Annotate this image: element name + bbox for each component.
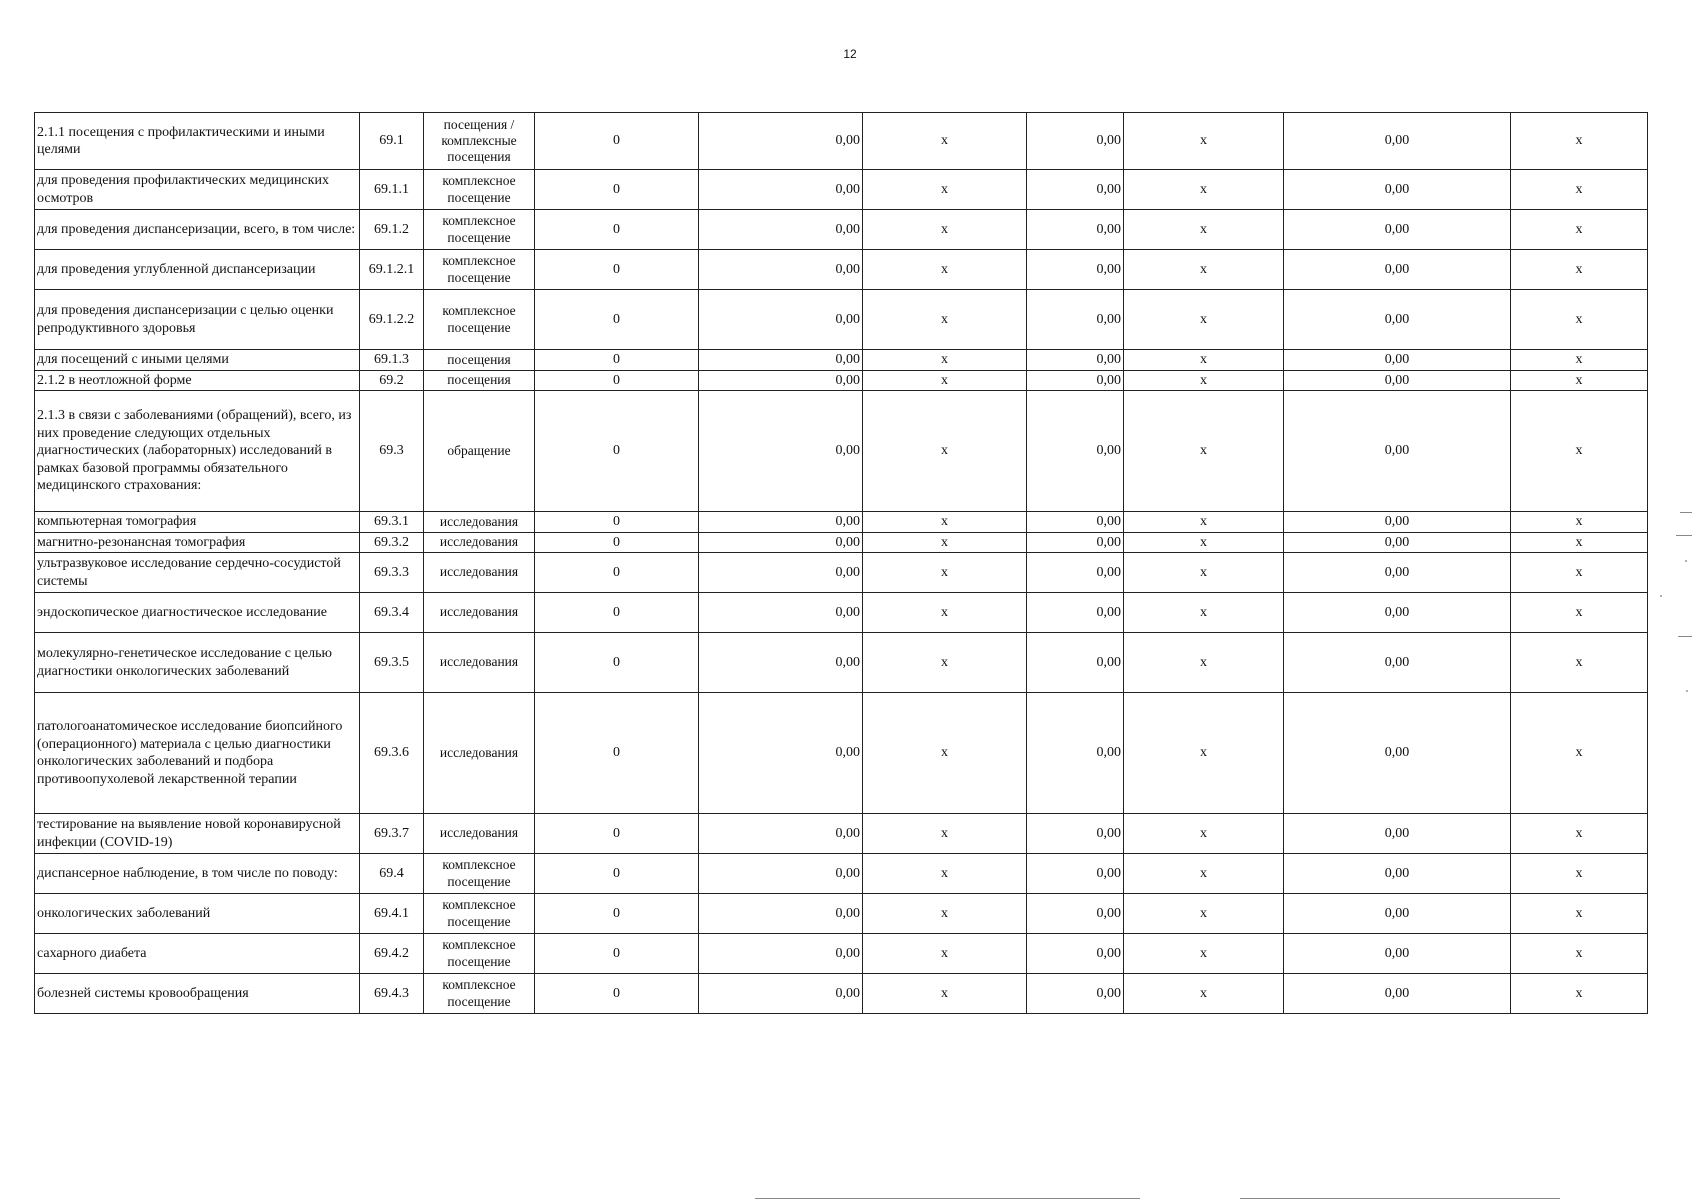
row-unit: комплексное посещение xyxy=(424,854,535,894)
row-number: 69.1.1 xyxy=(360,170,424,210)
row-count: 0 xyxy=(535,974,699,1014)
row-x-2: х xyxy=(1124,250,1284,290)
row-x-1: х xyxy=(863,553,1027,593)
row-name: 2.1.2 в неотложной форме xyxy=(35,370,360,391)
table-row xyxy=(35,854,1648,894)
row-x-1: х xyxy=(863,633,1027,693)
row-value-3: 0,00 xyxy=(1284,974,1511,1014)
row-name: для проведения профилактических медицинских осмотров xyxy=(35,170,360,210)
row-x-2: х xyxy=(1124,113,1284,170)
table-row xyxy=(35,170,1648,210)
page-number: 12 xyxy=(843,47,857,61)
row-value-1: 0,00 xyxy=(699,693,863,814)
row-value-2: 0,00 xyxy=(1027,693,1124,814)
row-value-1: 0,00 xyxy=(699,512,863,533)
row-number: 69.4.1 xyxy=(360,894,424,934)
row-number: 69.1.2.2 xyxy=(360,290,424,350)
row-number: 69.3.2 xyxy=(360,532,424,553)
table-row xyxy=(35,693,1648,814)
row-count: 0 xyxy=(535,894,699,934)
row-number: 69.3.7 xyxy=(360,814,424,854)
table-row xyxy=(35,532,1648,553)
row-count: 0 xyxy=(535,350,699,371)
row-number: 69.1.2.1 xyxy=(360,250,424,290)
table-row xyxy=(35,350,1648,371)
table-row xyxy=(35,894,1648,934)
row-x-1: х xyxy=(863,370,1027,391)
row-value-1: 0,00 xyxy=(699,290,863,350)
row-value-2: 0,00 xyxy=(1027,934,1124,974)
row-value-3: 0,00 xyxy=(1284,814,1511,854)
row-number: 69.4.2 xyxy=(360,934,424,974)
table-row xyxy=(35,974,1648,1014)
row-x-1: х xyxy=(863,934,1027,974)
row-value-1: 0,00 xyxy=(699,113,863,170)
table-row xyxy=(35,113,1648,170)
row-value-3: 0,00 xyxy=(1284,934,1511,974)
row-value-3: 0,00 xyxy=(1284,170,1511,210)
row-x-1: х xyxy=(863,532,1027,553)
row-unit: посещения / комплексные посещения xyxy=(424,113,535,170)
row-x-3: х xyxy=(1511,350,1648,371)
row-value-1: 0,00 xyxy=(699,974,863,1014)
row-value-2: 0,00 xyxy=(1027,370,1124,391)
row-x-2: х xyxy=(1124,633,1284,693)
row-value-1: 0,00 xyxy=(699,633,863,693)
row-value-1: 0,00 xyxy=(699,553,863,593)
scan-artifact xyxy=(1240,1198,1560,1199)
row-x-1: х xyxy=(863,854,1027,894)
row-number: 69.3 xyxy=(360,391,424,512)
row-number: 69.3.3 xyxy=(360,553,424,593)
row-value-2: 0,00 xyxy=(1027,593,1124,633)
row-x-3: х xyxy=(1511,593,1648,633)
row-x-1: х xyxy=(863,894,1027,934)
row-name: компьютерная томография xyxy=(35,512,360,533)
row-unit: исследования xyxy=(424,814,535,854)
scan-speck xyxy=(1685,560,1687,562)
row-unit: комплексное посещение xyxy=(424,974,535,1014)
row-x-2: х xyxy=(1124,350,1284,371)
row-number: 69.1.3 xyxy=(360,350,424,371)
scan-speck xyxy=(1686,690,1688,692)
row-value-1: 0,00 xyxy=(699,370,863,391)
financing-table xyxy=(34,112,1648,1014)
row-count: 0 xyxy=(535,553,699,593)
row-value-1: 0,00 xyxy=(699,391,863,512)
row-value-3: 0,00 xyxy=(1284,290,1511,350)
row-x-1: х xyxy=(863,693,1027,814)
row-value-3: 0,00 xyxy=(1284,894,1511,934)
row-name: 2.1.1 посещения с профилактическими и иными целями xyxy=(35,113,360,170)
row-x-3: х xyxy=(1511,170,1648,210)
row-x-2: х xyxy=(1124,553,1284,593)
row-x-3: х xyxy=(1511,391,1648,512)
row-x-3: х xyxy=(1511,113,1648,170)
row-number: 69.3.6 xyxy=(360,693,424,814)
table-row xyxy=(35,290,1648,350)
table-body xyxy=(35,113,1648,1014)
row-x-3: х xyxy=(1511,814,1648,854)
row-value-3: 0,00 xyxy=(1284,693,1511,814)
row-name: для посещений с иными целями xyxy=(35,350,360,371)
row-name: для проведения диспансеризации с целью оценки репродуктивного здоровья xyxy=(35,290,360,350)
row-x-2: х xyxy=(1124,512,1284,533)
scan-artifact xyxy=(1676,535,1692,536)
row-unit: комплексное посещение xyxy=(424,170,535,210)
row-x-3: х xyxy=(1511,693,1648,814)
row-count: 0 xyxy=(535,532,699,553)
row-x-1: х xyxy=(863,512,1027,533)
row-x-1: х xyxy=(863,974,1027,1014)
row-value-2: 0,00 xyxy=(1027,974,1124,1014)
row-count: 0 xyxy=(535,250,699,290)
row-x-2: х xyxy=(1124,814,1284,854)
row-value-3: 0,00 xyxy=(1284,391,1511,512)
row-number: 69.3.1 xyxy=(360,512,424,533)
row-value-3: 0,00 xyxy=(1284,553,1511,593)
row-count: 0 xyxy=(535,391,699,512)
row-number: 69.2 xyxy=(360,370,424,391)
row-x-1: х xyxy=(863,391,1027,512)
row-unit: комплексное посещение xyxy=(424,250,535,290)
row-x-2: х xyxy=(1124,210,1284,250)
row-value-2: 0,00 xyxy=(1027,391,1124,512)
row-value-1: 0,00 xyxy=(699,170,863,210)
row-count: 0 xyxy=(535,934,699,974)
row-value-3: 0,00 xyxy=(1284,532,1511,553)
row-x-3: х xyxy=(1511,553,1648,593)
table-row xyxy=(35,814,1648,854)
row-unit: исследования xyxy=(424,593,535,633)
row-unit: исследования xyxy=(424,512,535,533)
row-unit: комплексное посещение xyxy=(424,210,535,250)
row-x-3: х xyxy=(1511,512,1648,533)
row-value-2: 0,00 xyxy=(1027,170,1124,210)
row-name: для проведения углубленной диспансеризации xyxy=(35,250,360,290)
table-row xyxy=(35,210,1648,250)
row-value-1: 0,00 xyxy=(699,894,863,934)
row-value-3: 0,00 xyxy=(1284,512,1511,533)
row-x-3: х xyxy=(1511,210,1648,250)
row-x-3: х xyxy=(1511,894,1648,934)
row-count: 0 xyxy=(535,210,699,250)
row-x-3: х xyxy=(1511,290,1648,350)
row-value-3: 0,00 xyxy=(1284,593,1511,633)
scan-artifact xyxy=(1678,636,1692,637)
table-row xyxy=(35,934,1648,974)
row-x-2: х xyxy=(1124,894,1284,934)
row-value-2: 0,00 xyxy=(1027,350,1124,371)
row-x-1: х xyxy=(863,113,1027,170)
row-number: 69.3.4 xyxy=(360,593,424,633)
row-number: 69.3.5 xyxy=(360,633,424,693)
scan-artifact xyxy=(755,1198,1140,1199)
row-x-2: х xyxy=(1124,593,1284,633)
row-value-3: 0,00 xyxy=(1284,370,1511,391)
row-x-2: х xyxy=(1124,934,1284,974)
row-value-2: 0,00 xyxy=(1027,290,1124,350)
row-count: 0 xyxy=(535,633,699,693)
row-number: 69.1.2 xyxy=(360,210,424,250)
row-count: 0 xyxy=(535,113,699,170)
row-name: 2.1.3 в связи с заболеваниями (обращений), всего, из них проведение следующих отдельных диагностических (лабораторных) исследований в рамках базовой программы обязательного медицинского страхования: xyxy=(35,391,360,512)
row-count: 0 xyxy=(535,693,699,814)
row-value-3: 0,00 xyxy=(1284,210,1511,250)
row-value-2: 0,00 xyxy=(1027,814,1124,854)
row-value-3: 0,00 xyxy=(1284,854,1511,894)
row-count: 0 xyxy=(535,290,699,350)
row-value-2: 0,00 xyxy=(1027,250,1124,290)
row-unit: исследования xyxy=(424,633,535,693)
table-row xyxy=(35,370,1648,391)
row-number: 69.4.3 xyxy=(360,974,424,1014)
row-x-2: х xyxy=(1124,370,1284,391)
row-name: тестирование на выявление новой коронавирусной инфекции (COVID-19) xyxy=(35,814,360,854)
row-x-2: х xyxy=(1124,170,1284,210)
row-x-3: х xyxy=(1511,633,1648,693)
row-x-1: х xyxy=(863,210,1027,250)
row-name: онкологических заболеваний xyxy=(35,894,360,934)
row-count: 0 xyxy=(535,854,699,894)
row-value-2: 0,00 xyxy=(1027,894,1124,934)
row-number: 69.4 xyxy=(360,854,424,894)
row-value-2: 0,00 xyxy=(1027,532,1124,553)
row-count: 0 xyxy=(535,170,699,210)
row-unit: обращение xyxy=(424,391,535,512)
row-x-1: х xyxy=(863,593,1027,633)
table-row xyxy=(35,553,1648,593)
row-x-3: х xyxy=(1511,854,1648,894)
scan-artifact xyxy=(1680,512,1692,513)
row-name: болезней системы кровообращения xyxy=(35,974,360,1014)
row-name: ультразвуковое исследование сердечно-сосудистой системы xyxy=(35,553,360,593)
table-row xyxy=(35,633,1648,693)
row-unit: исследования xyxy=(424,693,535,814)
row-x-2: х xyxy=(1124,391,1284,512)
row-value-1: 0,00 xyxy=(699,250,863,290)
row-unit: комплексное посещение xyxy=(424,894,535,934)
row-name: магнитно-резонансная томография xyxy=(35,532,360,553)
row-value-1: 0,00 xyxy=(699,532,863,553)
row-value-1: 0,00 xyxy=(699,210,863,250)
row-x-1: х xyxy=(863,250,1027,290)
row-value-2: 0,00 xyxy=(1027,210,1124,250)
row-count: 0 xyxy=(535,512,699,533)
table-row xyxy=(35,593,1648,633)
row-x-1: х xyxy=(863,814,1027,854)
row-value-1: 0,00 xyxy=(699,350,863,371)
row-value-3: 0,00 xyxy=(1284,350,1511,371)
row-count: 0 xyxy=(535,814,699,854)
row-count: 0 xyxy=(535,593,699,633)
row-value-1: 0,00 xyxy=(699,934,863,974)
row-name: эндоскопическое диагностическое исследование xyxy=(35,593,360,633)
scan-speck xyxy=(1660,595,1662,597)
row-x-2: х xyxy=(1124,974,1284,1014)
row-x-1: х xyxy=(863,350,1027,371)
row-value-2: 0,00 xyxy=(1027,553,1124,593)
row-value-3: 0,00 xyxy=(1284,633,1511,693)
row-name: для проведения диспансеризации, всего, в том числе: xyxy=(35,210,360,250)
row-name: диспансерное наблюдение, в том числе по поводу: xyxy=(35,854,360,894)
row-name: молекулярно-генетическое исследование с целью диагностики онкологических заболеваний xyxy=(35,633,360,693)
row-x-2: х xyxy=(1124,693,1284,814)
row-x-3: х xyxy=(1511,250,1648,290)
row-x-1: х xyxy=(863,170,1027,210)
row-count: 0 xyxy=(535,370,699,391)
row-value-2: 0,00 xyxy=(1027,113,1124,170)
table-row xyxy=(35,391,1648,512)
row-value-1: 0,00 xyxy=(699,854,863,894)
row-x-3: х xyxy=(1511,934,1648,974)
row-unit: исследования xyxy=(424,532,535,553)
row-value-2: 0,00 xyxy=(1027,512,1124,533)
table-row xyxy=(35,512,1648,533)
row-x-3: х xyxy=(1511,532,1648,553)
row-unit: посещения xyxy=(424,350,535,371)
row-value-3: 0,00 xyxy=(1284,113,1511,170)
row-value-2: 0,00 xyxy=(1027,854,1124,894)
row-x-2: х xyxy=(1124,532,1284,553)
row-name: патологоанатомическое исследование биопсийного (операционного) материала с целью диагностики онкологических заболеваний и подбора противоопухолевой лекарственной терапии xyxy=(35,693,360,814)
row-unit: комплексное посещение xyxy=(424,934,535,974)
row-number: 69.1 xyxy=(360,113,424,170)
row-name: сахарного диабета xyxy=(35,934,360,974)
row-unit: посещения xyxy=(424,370,535,391)
row-unit: исследования xyxy=(424,553,535,593)
row-x-3: х xyxy=(1511,370,1648,391)
row-value-1: 0,00 xyxy=(699,814,863,854)
row-value-2: 0,00 xyxy=(1027,633,1124,693)
table-row xyxy=(35,250,1648,290)
row-value-3: 0,00 xyxy=(1284,250,1511,290)
row-x-1: х xyxy=(863,290,1027,350)
row-x-2: х xyxy=(1124,854,1284,894)
row-x-3: х xyxy=(1511,974,1648,1014)
row-value-1: 0,00 xyxy=(699,593,863,633)
row-x-2: х xyxy=(1124,290,1284,350)
row-unit: комплексное посещение xyxy=(424,290,535,350)
